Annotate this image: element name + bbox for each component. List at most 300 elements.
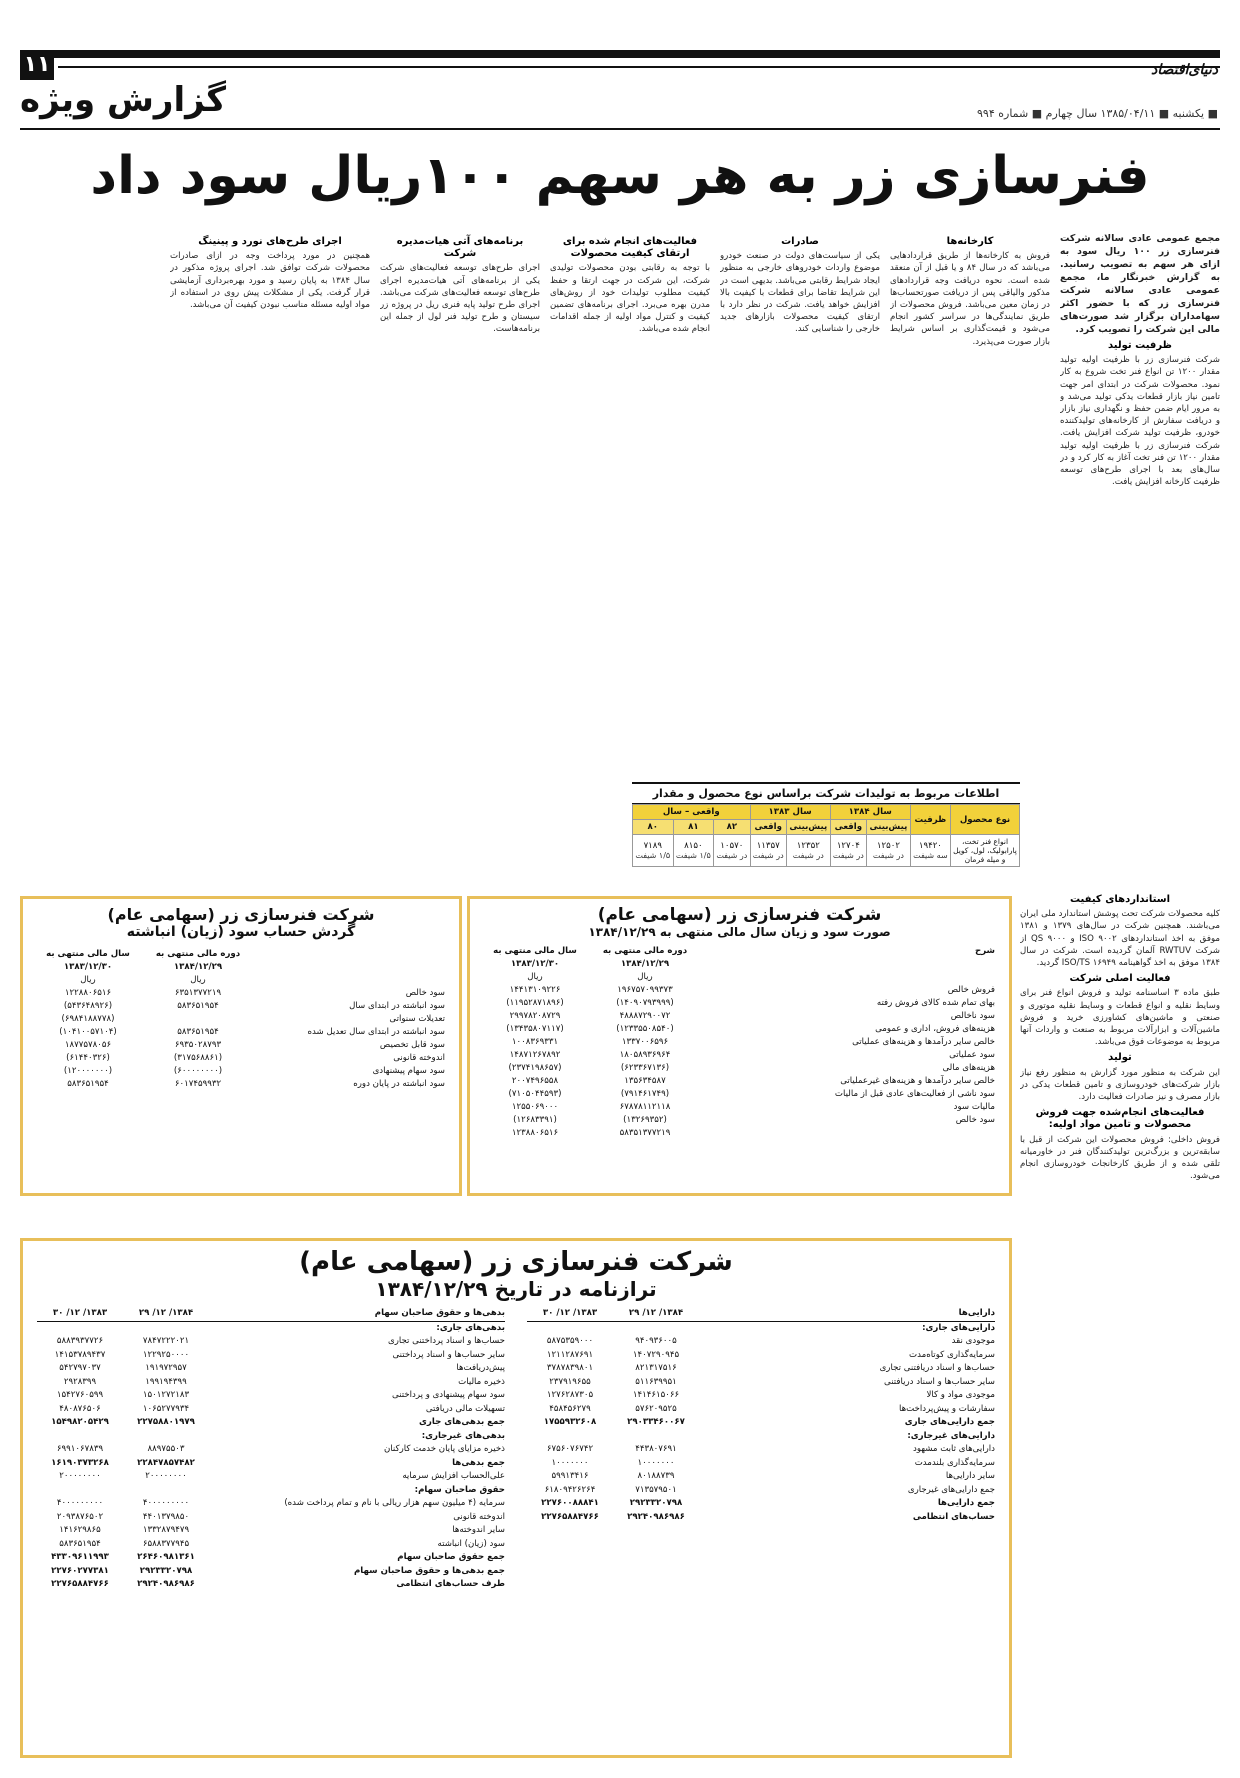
row-label: جمع دارایی‌های غیرجاری <box>907 1484 995 1495</box>
row-value-1384: ۱۵۰۱۲۷۲۱۸۳ <box>142 1390 190 1400</box>
row-label: تسهیلات مالی دریافتی <box>425 1403 505 1414</box>
row-value-1383: ۴۸۰۸۷۶۵۰۶ <box>59 1403 101 1414</box>
cell-value <box>633 835 674 867</box>
row-value-1383: ۵۹۹۱۳۴۱۶ <box>551 1471 589 1481</box>
assets-header <box>527 1307 995 1322</box>
income-h-cur: دوره مالی منتهی به ۱۳۸۴/۱۲/۲۹ <box>602 946 688 969</box>
row-label: جمع بدهی‌ها و حقوق صاحبان سهام <box>353 1565 505 1576</box>
cell-value <box>786 835 830 867</box>
row-value-1383 <box>37 1430 123 1444</box>
row-value-previous: (۱۲۶۸۳۳۹۱) <box>513 1115 557 1125</box>
article-column-6 <box>170 232 370 882</box>
row-value-previous: ۱۴۸۷۱۲۶۷۸۹۲ <box>509 1050 561 1060</box>
balance-sheet-box <box>20 1238 1012 1758</box>
column-heading: صادرات <box>781 236 819 247</box>
row-value-1383: ۴۳۳۰۹۶۱۱۹۹۳ <box>51 1552 109 1562</box>
row-label: حقوق صاحبان سهام: <box>414 1484 505 1495</box>
column-text: اجرای طرح‌های توسعه فعالیت‌های شرکت یکی از برنامه‌های آتی هیات‌مدیره اجرای طرح‌های توسعه فعالیت‌های شرکت می‌باشد. اجرای طرح تولید پایه فنری ریل در پروژه زر سیستان و طرح تولید فنر لول از جمله این برنامه‌هاست. <box>380 263 540 335</box>
assets-rows <box>527 1322 995 1525</box>
balance-row <box>527 1349 995 1363</box>
row-label: بدهی‌های جاری: <box>436 1322 505 1333</box>
row-value-1384: ۲۹۲۴۰۹۸۶۹۸۶ <box>627 1511 685 1522</box>
assets-d84: ۱۳۸۴/ ۱۲/ ۲۹ <box>628 1308 684 1318</box>
cell-value <box>714 835 750 867</box>
statement-row <box>33 1065 449 1078</box>
balance-row <box>37 1497 505 1511</box>
row-label: سایر حساب‌ها و اسناد دریافتنی <box>884 1376 995 1387</box>
row-value-1383: ۲۳۷۹۱۹۶۵۵ <box>549 1376 591 1387</box>
row-label: پیش‌دریافت‌ها <box>456 1363 505 1373</box>
production-table-title: اطلاعات مربوط به تولیدات شرکت براساس نوع محصول و مقدار <box>632 782 1020 804</box>
row-value-previous: (۱۲۰۰۰۰۰۰۰) <box>63 1066 113 1076</box>
row-value-1384: ۱۳۳۲۸۷۹۴۷۹ <box>142 1525 190 1535</box>
income-h-desc: شرح <box>975 946 995 956</box>
newspaper-brand: دنیای‌اقتصاد <box>1150 62 1218 78</box>
statement-row <box>480 1127 999 1140</box>
row-value-previous: ۲۰۰۷۴۹۶۵۵۸ <box>511 1076 559 1086</box>
row-label: جمع دارایی‌ها <box>937 1498 995 1508</box>
balance-row <box>527 1376 995 1390</box>
balance-row <box>527 1389 995 1403</box>
row-label: موجودی نقد <box>951 1336 995 1346</box>
row-value-current: ۱۳۵۶۳۴۵۸۷ <box>624 1076 666 1086</box>
article-column-3 <box>720 232 880 772</box>
row-value-1384: ۱۹۱۹۷۲۹۵۷ <box>145 1363 187 1373</box>
column-text: با توجه به رقابتی بودن محصولات تولیدی شرکت، این شرکت در جهت ارتقا و حفظ کیفیت مطلوب تولیدات خود از روش‌های مدرن بهره می‌برد. اجرای برنامه‌های تضمین کیفیت و کنترل مواد اولیه از جمله اقدامات انجام شده می‌باشد. <box>550 263 710 335</box>
th-real: واقعی <box>750 820 786 835</box>
row-value-current: ۶۰۱۷۴۵۹۹۳۲ <box>174 1079 222 1089</box>
retained-unit: ریال <box>190 975 206 985</box>
row-value-1384: ۵۱۱۶۳۹۹۵۱ <box>635 1376 677 1387</box>
statement-row <box>480 1010 999 1023</box>
row-value-1383: ۶۹۹۱۰۶۷۸۳۹ <box>56 1444 104 1454</box>
statement-row <box>480 1062 999 1075</box>
row-value-1384: ۷۸۴۷۲۲۲۰۲۱ <box>142 1336 190 1346</box>
row-label: حساب‌های انتظامی <box>912 1511 995 1522</box>
balance-subtitle: ترازنامه در تاریخ ۱۳۸۴/۱۲/۲۹ <box>375 1277 657 1301</box>
production-text: این شرکت به منظور مورد گزارش به منظور رفع نیاز بازار شرکت‌های خودروسازی و تامین قطعات یدکی در بازار مصرف و نیز صادرات فعالیت دارد. <box>1020 1067 1220 1103</box>
row-label: ذخیره مزایای پایان خدمت کارکنان <box>383 1444 505 1454</box>
assets-d83: ۱۳۸۳/ ۱۲/ ۳۰ <box>542 1308 598 1318</box>
row-value-1384: ۲۹۲۳۳۲۰۷۹۸ <box>139 1565 193 1576</box>
row-label: جمع دارایی‌های جاری <box>904 1417 995 1427</box>
row-label: ذخیره مالیات <box>458 1376 505 1387</box>
row-label: تعدیلات سنواتی <box>389 1014 445 1024</box>
liab-h: بدهی‌ها و حقوق صاحبان سهام <box>374 1308 505 1318</box>
th-real: واقعی <box>830 820 866 835</box>
income-statement-box <box>467 896 1012 1196</box>
row-value-1384: ۲۹۲۴۰۹۸۶۹۸۶ <box>137 1579 195 1589</box>
value: ۸۱۵۰ <box>684 840 703 851</box>
income-unit-row <box>480 971 999 984</box>
row-value-1384: ۱۲۲۹۲۵۰۰۰۰ <box>142 1349 190 1360</box>
row-label: بهای تمام شده کالای فروش رفته <box>876 998 995 1008</box>
row-value-previous: ۱۲۳۸۸۰۶۵۱۶ <box>511 1128 559 1138</box>
row-label: جمع بدهی‌ها <box>452 1457 505 1468</box>
retained-rows <box>33 987 449 1091</box>
row-value-1383 <box>37 1322 123 1336</box>
statement-row <box>480 997 999 1010</box>
row-label: سود انباشته در پایان دوره <box>353 1079 445 1089</box>
production-heading: تولید <box>1108 1052 1132 1064</box>
row-label: سرمایه‌گذاری بلندمدت <box>914 1457 995 1468</box>
headline: فنرسازی زر به هر سهم ۱۰۰ریال سود داد <box>90 146 1150 206</box>
balance-row <box>37 1484 505 1498</box>
row-value-1384: ۲۰۰۰۰۰۰۰۰ <box>145 1471 187 1481</box>
liab-d84: ۱۳۸۴/ ۱۲/ ۲۹ <box>138 1308 194 1318</box>
retained-subtitle: گردش حساب سود (زیان) انباشته <box>126 924 356 940</box>
activity-text: طبق ماده ۳ اساسنامه تولید و فروش انواع فنر برای وسایط نقلیه و انواع قطعات و وسایط نقلیه موتوری و صنعتی و ماشین‌های کشاورزی خرید و فروش ماشین‌آلات و ابزارآلات مربوط به صنعت و واردات آنها مربوط به موضوعات فوق می‌باشد. <box>1020 988 1220 1048</box>
balance-row <box>37 1403 505 1417</box>
row-value-previous: ۱۲۲۸۸۰۶۵۱۶ <box>64 988 112 998</box>
balance-row <box>37 1443 505 1457</box>
row-value-1383: ۱۷۵۵۹۳۲۶۰۸ <box>543 1417 597 1427</box>
row-value-previous: ۱۰۰۸۳۶۹۳۳۱ <box>511 1037 559 1047</box>
balance-row <box>37 1335 505 1349</box>
row-value-1383: ۲۰۹۳۸۷۶۵۰۲ <box>56 1511 104 1522</box>
balance-row <box>37 1389 505 1403</box>
row-label: طرف حساب‌های انتظامی <box>396 1579 505 1589</box>
value-sub: در شیفت <box>716 850 748 860</box>
balance-row <box>527 1511 995 1525</box>
balance-row <box>37 1430 505 1444</box>
balance-grid <box>37 1307 995 1592</box>
row-value-previous: (۶۹۸۴۱۸۸۷۷۸) <box>61 1014 115 1024</box>
row-value-1383: ۴۵۸۴۵۶۲۷۹ <box>549 1403 591 1414</box>
row-value-1384: ۱۹۹۱۹۴۳۹۹ <box>145 1376 187 1387</box>
liab-rows <box>37 1322 505 1592</box>
row-value-1383: ۲۹۲۸۳۹۹ <box>63 1376 97 1387</box>
row-value-current: (۷۹۱۴۶۱۷۴۹) <box>620 1089 670 1099</box>
statement-row <box>480 1114 999 1127</box>
row-value-1383 <box>527 1430 613 1444</box>
row-value-1383: ۱۶۱۹۰۳۷۳۲۶۸ <box>51 1457 109 1468</box>
row-value-current: ۵۸۳۶۵۱۹۵۴ <box>177 1001 219 1011</box>
row-label: هزینه‌های فروش، اداری و عمومی <box>875 1024 995 1034</box>
value: ۱۲۷۰۴ <box>836 840 860 851</box>
statement-row <box>33 987 449 1000</box>
balance-row <box>527 1416 995 1430</box>
income-h-prev: سال مالی منتهی به ۱۳۸۳/۱۲/۳۰ <box>493 946 577 969</box>
row-value-1384: ۴۴۳۸۰۷۶۹۱ <box>635 1444 677 1454</box>
production-table-grid <box>632 804 1020 867</box>
statement-row <box>33 1052 449 1065</box>
row-value-1383: ۱۴۱۵۳۷۸۹۴۳۷ <box>54 1349 106 1360</box>
row-value-previous: (۱۰۴۱۰۰۵۷۱۰۴) <box>59 1027 117 1037</box>
row-value-previous: (۱۱۹۵۲۸۷۱۸۹۶) <box>506 998 564 1008</box>
retained-company: شرکت فنرسازی زر (سهامی عام) <box>107 905 375 924</box>
income-unit: ریال <box>527 972 543 982</box>
article-column-5 <box>380 232 540 882</box>
row-value-previous: (۱۳۴۳۵۸۰۷۱۱۷) <box>506 1024 564 1034</box>
balance-row <box>37 1457 505 1471</box>
value: ۱۲۳۵۲ <box>796 840 820 851</box>
statement-row <box>33 1078 449 1091</box>
row-value-1384: ۴۴۰۱۳۷۹۸۵۰ <box>142 1511 190 1522</box>
row-value-1383: ۱۵۴۹۸۲۰۵۴۲۹ <box>51 1417 109 1427</box>
th-forecast: پیش‌بینی <box>867 820 911 835</box>
row-label: خالص سایر درآمدها و هزینه‌های غیرعملیاتی <box>840 1076 995 1086</box>
balance-row <box>527 1335 995 1349</box>
balance-row <box>527 1362 995 1376</box>
income-company: شرکت فنرسازی زر (سهامی عام) <box>597 905 882 925</box>
row-value-1383: ۲۰۰۰۰۰۰۰۰ <box>59 1471 101 1481</box>
row-value-previous: (۲۳۷۴۱۹۸۶۵۷) <box>508 1063 562 1073</box>
statement-row <box>33 1000 449 1013</box>
th-actual: واقعی – سال <box>633 805 751 820</box>
column-text: یکی از سیاست‌های دولت در صنعت خودرو موضوع واردات خودروهای خارجی به منظور ایجاد شرایط رقابتی می‌باشد. بدیهی است در این شرایط تقاضا برای قطعات با کیفیت بالا افزایش خواهد یافت. شرکت در نظر دارد با ارتقای کیفیت محصولات بازارهای جدید خارجی را شناسایی کند. <box>720 251 880 335</box>
row-value-current: (۱۳۲۶۹۳۵۲) <box>623 1115 667 1125</box>
balance-title: شرکت فنرسازی زر (سهامی عام) <box>299 1247 733 1277</box>
liab-header <box>37 1307 505 1322</box>
balance-row <box>37 1578 505 1592</box>
row-label: سفارشات و پیش‌پرداخت‌ها <box>898 1403 995 1414</box>
row-label: سود سهام پیشنهادی و پرداختنی <box>391 1390 505 1400</box>
row-label: سایر اندوخته‌ها <box>452 1525 505 1535</box>
row-label: دارایی‌های غیرجاری: <box>907 1430 995 1441</box>
row-value-current: ۶۹۳۵۰۲۸۷۹۳ <box>174 1040 222 1050</box>
value-sub: در شیفت <box>872 850 904 860</box>
row-value-1383: ۵۸۷۵۳۵۹۰۰۰ <box>546 1336 594 1346</box>
cell-value <box>867 835 911 867</box>
article-column-2 <box>890 232 1050 772</box>
balance-row <box>37 1349 505 1363</box>
th-product: نوع محصول <box>951 805 1020 835</box>
row-label: هزینه‌های مالی <box>942 1063 995 1073</box>
value: ۱۱۳۵۷ <box>756 840 780 851</box>
row-label: جمع بدهی‌های جاری <box>419 1417 505 1427</box>
statement-row <box>480 1088 999 1101</box>
th-y82: ۸۲ <box>714 820 750 835</box>
value: ۷۱۸۹ <box>643 840 663 851</box>
row-value-previous: ۵۸۳۶۵۱۹۵۴ <box>67 1079 109 1089</box>
header-rule-bottom <box>20 128 1220 130</box>
page-number: ۱۱ <box>20 50 54 80</box>
row-label: فروش خالص <box>947 985 995 995</box>
row-label: بدهی‌های غیرجاری: <box>421 1430 505 1441</box>
row-value-previous: (۶۱۴۴۰۳۲۶) <box>66 1053 110 1063</box>
value-sub: ۱/۵ شیفت <box>675 850 711 860</box>
th-y80: ۸۰ <box>633 820 674 835</box>
row-label: سرمایه (۴ میلیون سهم هزار ریالی با نام و تمام پرداخت شده) <box>284 1498 505 1508</box>
balance-row <box>37 1538 505 1552</box>
cell-product: انواع فنر تخت، پارابولیک، لول، کویل و میله فرمان <box>951 835 1020 867</box>
row-label: اندوخته قانونی <box>393 1053 445 1063</box>
balance-row <box>527 1484 995 1498</box>
row-value-1384 <box>123 1484 209 1498</box>
capacity-unit: سه شیفت <box>913 850 948 860</box>
row-label: سایر دارایی‌ها <box>945 1471 995 1481</box>
row-value-current: ۵۸۳۵۱۳۷۷۲۱۹ <box>619 1128 671 1138</box>
row-value-current: ۱۹۶۷۵۷۰۹۹۳۷۳ <box>617 985 673 995</box>
balance-row <box>527 1497 995 1511</box>
row-value-1384: ۲۲۸۴۷۸۵۷۴۸۲ <box>137 1457 195 1468</box>
row-value-1384: ۸۲۱۳۱۷۵۱۶ <box>635 1363 677 1373</box>
row-value-1383: ۲۲۷۶۵۸۸۴۷۶۶ <box>541 1511 599 1522</box>
row-label: جمع حقوق صاحبان سهام <box>397 1552 505 1562</box>
row-value-previous: ۱۴۴۱۳۱۰۹۲۲۶ <box>509 985 561 995</box>
capacity-value: ۱۹۴۲۰ <box>918 840 942 851</box>
row-value-1383: ۵۸۳۶۵۱۹۵۴ <box>59 1538 101 1549</box>
row-value-1384: ۸۰۱۸۸۷۳۹ <box>637 1471 675 1481</box>
balance-row <box>527 1457 995 1471</box>
row-value-current <box>143 1013 253 1026</box>
row-value-1384: ۲۲۷۵۸۸۰۱۹۷۹ <box>137 1417 195 1427</box>
row-value-current: (۱۴۰۹۰۷۹۳۹۹۹) <box>616 998 674 1008</box>
sales-text: فروش داخلی: فروش محصولات این شرکت از قبل با سابقه‌ترین و بزرگ‌ترین تولیدکنندگان فنر در خاورمیانه تلقی شده و از طریق کارخانجات خودروسازی انجام می‌شود. <box>1020 1134 1220 1182</box>
retained-unit: ریال <box>80 975 96 985</box>
statement-row <box>480 1036 999 1049</box>
production-table <box>632 782 1020 867</box>
income-unit: ریال <box>637 972 653 982</box>
row-value-1384: ۸۸۹۷۵۵۰۳ <box>147 1444 185 1454</box>
row-value-previous: ۱۸۷۷۵۷۸۰۵۶ <box>64 1040 112 1050</box>
row-value-1384: ۲۹۰۳۳۴۶۰۰۶۷ <box>627 1417 685 1427</box>
standards-text: کلیه محصولات شرکت تحت پوشش استاندارد ملی ایران می‌باشند. همچنین شرکت در سال‌های ۱۳۷۹ و ۱۳۸۱ موفق به اخذ استانداردهای ISO ۹۰۰۲ و QS ۹۰۰۰ از شرکت RWTUV آلمان گردیده است. شرکت در سال ۱۳۸۴ موفق به اخذ گواهینامه ISO/TS ۱۶۹۴۹ گردید. <box>1020 909 1220 969</box>
row-label: سود ناشی از فعالیت‌های عادی قبل از مالیات <box>834 1089 995 1099</box>
row-value-1384 <box>613 1430 699 1444</box>
row-value-current: (۶۰۰۰۰۰۰۰۰) <box>173 1066 223 1076</box>
row-label: سود (زیان) انباشته <box>437 1538 505 1549</box>
row-value-1383: ۳۷۸۷۸۳۹۸۰۱ <box>546 1363 594 1373</box>
row-label: مالیات سود <box>953 1102 995 1112</box>
balance-row <box>37 1376 505 1390</box>
row-value-1383: ۱۲۱۱۲۸۷۶۹۱ <box>546 1349 594 1360</box>
statement-row <box>480 984 999 997</box>
row-value-1383: ۶۱۸۰۹۴۲۶۲۶۴ <box>544 1484 596 1495</box>
row-label: سود عملیاتی <box>949 1050 995 1060</box>
row-label <box>700 1127 999 1140</box>
row-label: علی‌الحساب افزایش سرمایه <box>402 1471 505 1481</box>
cell-capacity <box>910 835 950 867</box>
row-value-1383 <box>527 1322 613 1336</box>
th-year83: سال ۱۳۸۳ <box>750 805 830 820</box>
retained-header-row <box>33 948 449 974</box>
sales-heading: فعالیت‌های انجام‌شده جهت فروش محصولات و تامین مواد اولیه: <box>1035 1107 1205 1131</box>
lead-paragraph: مجمع عمومی عادی سالانه شرکت فنرسازی زر ۱۰۰ ریال سود به ازای هر سهم به تصویب رسانید. به گزارش خبرنگار ما، مجمع عمومی عادی سالانه شرکت فنرسازی زر که با حضور اکثر سهامداران برگزار شد صورت‌های مالی این شرکت را تصویب کرد. <box>1060 233 1220 335</box>
income-header-row <box>480 945 999 971</box>
value-sub: در شیفت <box>792 850 824 860</box>
column-heading: برنامه‌های آتی هیات‌مدیره شرکت <box>396 236 524 260</box>
row-value-1383: ۲۲۷۶۰۰۸۸۸۴۱ <box>541 1498 599 1508</box>
row-label: سود خالص <box>955 1115 995 1125</box>
balance-liabilities <box>37 1307 505 1592</box>
section-title: گزارش ویژه <box>20 80 227 120</box>
row-value-1383: ۱۴۱۶۲۹۸۶۵ <box>59 1525 101 1535</box>
th-y81: ۸۱ <box>673 820 714 835</box>
retained-earnings-box <box>20 896 462 1196</box>
row-label: سود سهام پیشنهادی <box>372 1066 445 1076</box>
row-value-1384 <box>123 1322 209 1336</box>
row-value-1384: ۷۱۳۵۷۹۵۰۱ <box>635 1484 677 1495</box>
row-value-current: ۵۸۳۶۵۱۹۵۴ <box>177 1027 219 1037</box>
assets-h: دارایی‌ها <box>958 1308 995 1318</box>
row-value-1384: ۹۴۰۹۳۶۰۰۵ <box>635 1336 677 1346</box>
income-rows <box>480 984 999 1140</box>
standards-heading: استانداردهای کیفیت <box>1069 894 1171 905</box>
dateline: ■ یکشنبه ■ ۱۳۸۵/۰۴/۱۱ سال چهارم ■ شماره ۹۹۴ <box>977 107 1218 120</box>
row-value-previous: ۱۲۵۵۰۶۹۰۰۰ <box>511 1102 559 1112</box>
row-value-current: (۱۲۳۳۵۵۰۸۵۴۰) <box>616 1024 674 1034</box>
row-value-current: (۶۲۳۳۶۷۱۳۶) <box>620 1063 670 1073</box>
row-value-1383: ۴۰۰۰۰۰۰۰۰۰ <box>56 1498 104 1508</box>
row-value-current: ۶۷۸۷۸۱۱۲۱۱۸ <box>619 1102 671 1112</box>
row-value-1383: ۱۰۰۰۰۰۰۰ <box>551 1457 589 1468</box>
row-value-1384 <box>123 1430 209 1444</box>
row-value-previous: ۲۹۹۷۸۲۰۸۷۲۹ <box>509 1011 561 1021</box>
row-label: خالص سایر درآمدها و هزینه‌های عملیاتی <box>852 1037 995 1047</box>
row-value-1384: ۱۴۱۴۶۱۵۰۶۶ <box>632 1390 680 1400</box>
row-label: دارایی‌های ثابت مشهود <box>913 1444 995 1454</box>
row-value-current: (۳۱۷۵۶۸۸۶۱) <box>173 1053 223 1063</box>
statement-row <box>480 1101 999 1114</box>
row-value-1384: ۲۹۲۳۳۲۰۷۹۸ <box>629 1498 683 1508</box>
article-column-1 <box>1060 232 1220 782</box>
statement-row <box>480 1049 999 1062</box>
balance-row <box>37 1322 505 1336</box>
balance-row <box>527 1443 995 1457</box>
row-value-1383: ۱۲۷۶۲۸۷۳۰۵ <box>546 1390 594 1400</box>
row-label: اندوخته قانونی <box>453 1511 505 1522</box>
row-value-1384: ۱۰۰۰۰۰۰۰ <box>637 1457 675 1468</box>
row-value-1383: ۱۵۴۲۷۶۰۵۹۹ <box>56 1390 104 1400</box>
header-bar <box>20 50 1220 58</box>
cell-value <box>673 835 714 867</box>
value-sub: در شیفت <box>832 850 864 860</box>
th-capacity: ظرفیت <box>910 805 950 835</box>
row-value-1383: ۵۴۲۷۹۷۰۳۷ <box>59 1363 101 1373</box>
row-label: دارایی‌های جاری: <box>922 1322 995 1333</box>
balance-row <box>37 1551 505 1565</box>
statement-row <box>480 1023 999 1036</box>
row-label: سود انباشته در ابتدای سال <box>349 1001 445 1011</box>
column-text: فروش به کارخانه‌ها از طریق قراردادهایی می‌باشد که در سال ۸۴ و یا قبل از آن منعقد شده است. نحوه دریافت وجه قراردادهای مذکور والیاقی پس از دریافت صورتحساب‌ها در زمان معین می‌باشد. فروش محصولات از طریق نمایندگی‌ها در سراسر کشور انجام می‌شود و قیمت‌گذاری بر اساس شرایط بازار صورت می‌پذیرد. <box>890 251 1050 347</box>
row-label: سود قابل تخصیص <box>379 1040 445 1050</box>
column-text: شرکت فنرسازی زر با ظرفیت اولیه تولید مقدار ۱۲۰۰ تن انواع فنر تخت شروع به کار نمود. محصولات شرکت در ابتدای امر جهت تامین نیاز بازار قطعات یدکی تولید می‌شد و به مرور ایام ضمن حفظ و نگهداری نیاز بازار و دریافت سفارش از کارخانه‌های تولیدکننده خودرو، ظرفیت تولید شرکت افزایش یافت. شرکت فنرسازی زر با ظرفیت اولیه تولید مقدار ۱۲۰۰ تن فنر تخت آغاز به کار کرد و در سال‌های بعد با اجرای طرح‌های توسعه ظرفیت کارخانه افزایش یافت. <box>1060 355 1220 488</box>
row-label: موجودی مواد و کالا <box>926 1390 995 1400</box>
row-value-1384: ۴۰۰۰۰۰۰۰۰۰ <box>142 1498 190 1508</box>
row-value-1384: ۲۶۴۶۰۹۸۱۳۶۱ <box>137 1552 195 1562</box>
row-value-current: ۴۸۸۸۷۲۹۰۰۷۲ <box>619 1011 671 1021</box>
cell-value <box>830 835 866 867</box>
row-label: سود ناخالص <box>950 1011 995 1021</box>
balance-row <box>527 1403 995 1417</box>
row-value-1383: ۶۷۵۶۰۷۶۷۴۲ <box>546 1444 594 1454</box>
row-label: سرمایه‌گذاری کوتاه‌مدت <box>908 1349 995 1360</box>
balance-row <box>37 1524 505 1538</box>
row-value-current: ۱۳۳۷۰۰۶۵۹۶ <box>621 1037 669 1047</box>
row-value-1383 <box>37 1484 123 1498</box>
column-heading: ظرفیت تولید <box>1108 340 1172 351</box>
column-text: همچنین در مورد پرداخت وجه در ازای صادرات محصولات شرکت توافق شد. اجرای پروژه مذکور در سال ۱۳۸۴ به پایان رسید و مورد بهره‌برداری آزمایشی قرار گرفت. یکی از مشکلات پیش روی در استفاده از مواد اولیه مسئله مناسب نبودن کیفیت آن می‌باشد. <box>170 251 370 311</box>
column-heading: فعالیت‌های انجام شده برای ارتقای کیفیت محصولات <box>562 236 698 260</box>
value-sub: در شیفت <box>752 850 784 860</box>
row-value-1384: ۱۴۰۷۲۹۰۹۴۵ <box>632 1349 680 1360</box>
row-value-current: ۱۸۰۵۸۹۳۶۹۶۴ <box>619 1050 671 1060</box>
statement-row <box>33 1013 449 1026</box>
balance-row <box>37 1565 505 1579</box>
balance-row <box>37 1362 505 1376</box>
liab-d83: ۱۳۸۳/ ۱۲/ ۳۰ <box>52 1308 108 1318</box>
row-value-1383: ۵۸۸۳۹۳۷۷۲۶ <box>56 1336 104 1346</box>
row-label: سایر حساب‌ها و اسناد پرداختنی <box>392 1349 505 1360</box>
statement-row <box>33 1039 449 1052</box>
th-forecast: پیش‌بینی <box>786 820 830 835</box>
row-value-current: ۶۳۵۱۳۷۷۲۱۹ <box>174 988 222 998</box>
row-value-1384: ۱۰۶۵۲۷۷۹۳۴ <box>142 1403 190 1414</box>
side-column <box>1020 890 1220 1760</box>
row-label: سود انباشته در ابتدای سال تعدیل شده <box>307 1027 445 1037</box>
